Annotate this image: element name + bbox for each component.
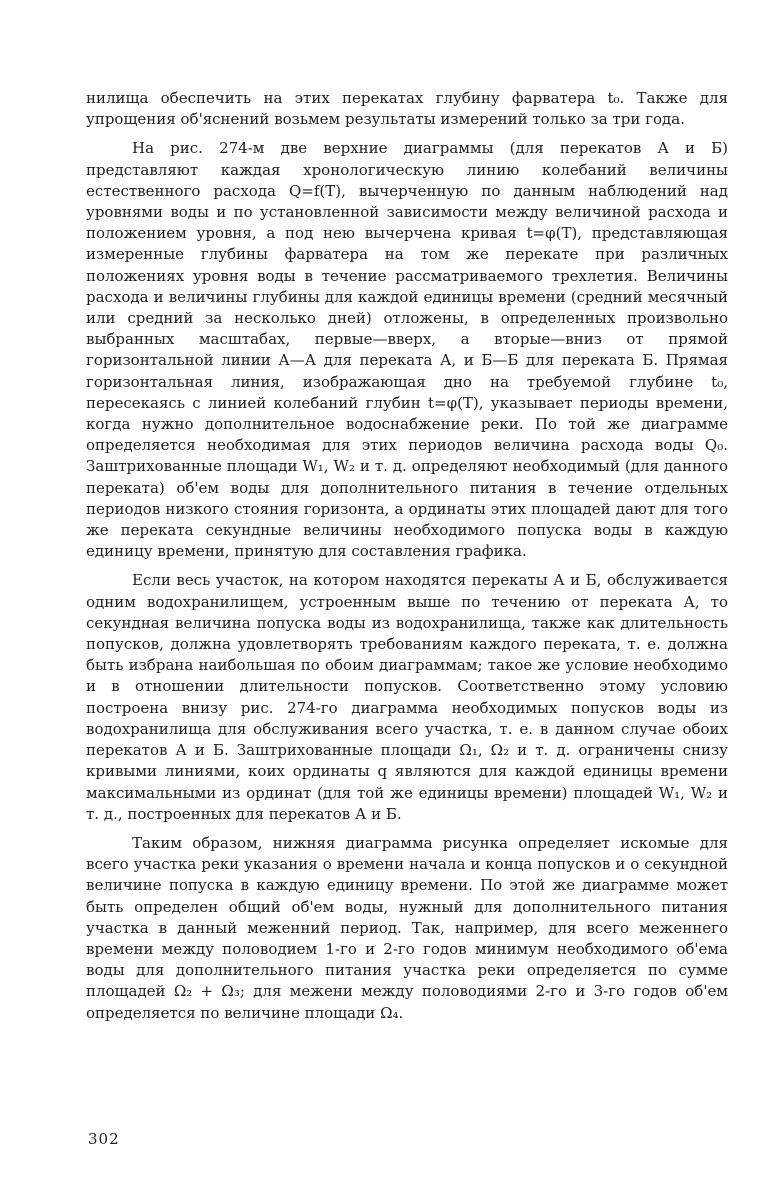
paragraph-1: нилища обеспечить на этих перекатах глубину фарватера t₀. Также для упрощения об'яснений возьмем результаты измерений только за три года. [86, 89, 728, 129]
paragraph-4: Таким образом, нижняя диаграмма рисунка определяет искомые для всего участка реки указания о времени начала и конца попусков и о секундной величине попуска в каждую единицу времени. По этой же диаграмме может быть определен общий об'ем воды, нужный для дополнительного питания участка в данный меженний период. Так, например, для всего меженнего времени между половодием 1-го и 2-го годов минимум необходимого об'ема воды для дополнительного питания участка реки определяется по сумме площадей Ω₂ + Ω₃; для межени между половодиями 2-го и 3-го годов об'ем определяется по величине площади Ω₄. [86, 833, 728, 1022]
paragraph-2: На рис. 274-м две верхние диаграммы (для перекатов А и Б) представляют каждая хронологическую линию колебаний величины естественного расхода Q=f(T), вычерченную по данным наблюдений над уровнями воды и по установленной зависимости между величиной расхода и положением уровня, а под нею вычерчена кривая t=φ(T), представляющая измеренные глубины фарватера на том же перекате при различных положениях уровня воды в течение рассматриваемого трехлетия. Величины расхода и величины глубины для каждой единицы времени (средний месячный или средний за несколько дней) отложены, в определенных произвольно выбранных масштабах, первые—вверх, а вторые—вниз от прямой горизонтальной линии А—А для переката А, и Б—Б для переката Б. Прямая горизонтальная линия, изображающая дно на требуемой глубине t₀, пересекаясь с линией колебаний глубин t=φ(T), указывает периоды времени, когда нужно дополнительное водоснабжение реки. По той же диаграмме определяется необходимая для этих периодов величина расхода воды Q₀. Заштрихованные площади W₁, W₂ и т. д. определяют необходимый (для данного переката) об'ем воды для дополнительного питания в течение отдельных периодов низкого стояния горизонта, а ординаты этих площадей дают для того же переката секундные величины необходимого попуска воды в каждую единицу времени, принятую для составления графика. [86, 139, 728, 561]
paragraph-3: Если весь участок, на котором находятся перекаты А и Б, обслуживается одним водохранилищем, устроенным выше по течению от переката А, то секундная величина попуска воды из водохранилища, также как длительность попусков, должна удовлетворять требованиям каждого переката, т. е. должна быть избрана наибольшая по обоим диаграммам; такое же условие необходимо и в отношении длительности попусков. Соответственно этому условию построена внизу рис. 274-го диаграмма необходимых попусков воды из водохранилища для обслуживания всего участка, т. е. в данном случае обоих перекатов А и Б. Заштрихованные площади Ω₁, Ω₂ и т. д. ограничены снизу кривыми линиями, коих ординаты q являются для каждой единицы времени максимальными из ординат (для той же единицы времени) площадей W₁, W₂ и т. д., построенных для перекатов А и Б. [86, 571, 728, 823]
body-text [86, 88, 728, 1032]
page-number: 302 [88, 1130, 120, 1148]
